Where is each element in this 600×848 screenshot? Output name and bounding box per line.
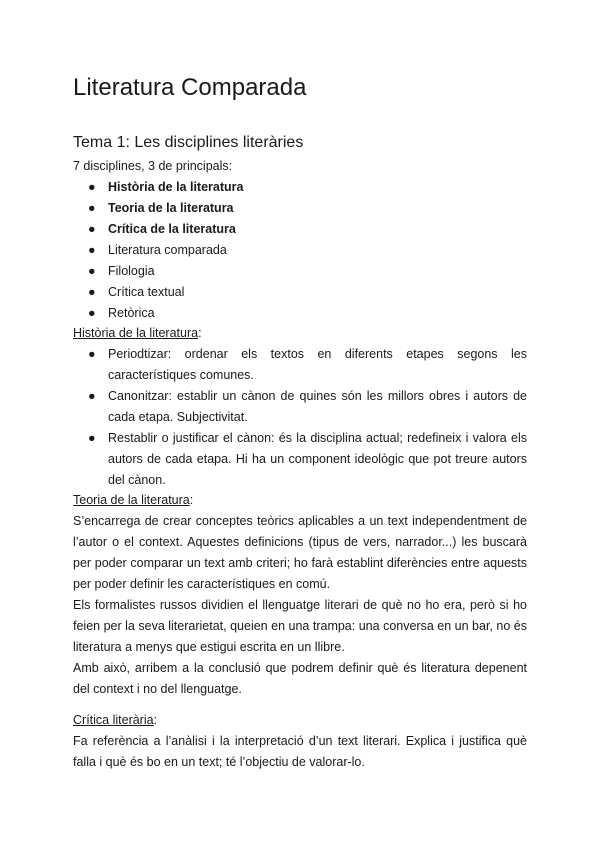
discipline-label: Teoria de la literatura [108, 201, 234, 215]
list-item [73, 261, 527, 282]
bullet-icon: ● [88, 306, 96, 320]
intro-text: 7 disciplines, 3 de principals: [73, 159, 233, 173]
list-item [73, 219, 527, 240]
historia-item-text: Restablir o justificar el cànon: és la disciplina actual; redefineix i valora els autors de cada etapa. Hi ha un component ideològic que pot treure autors del cànon. [108, 431, 527, 487]
document-title: Literatura Comparada [73, 74, 307, 101]
bullet-icon: ● [88, 243, 96, 257]
teoria-paragraph-2: Els formalistes russos dividien el llenguatge literari de què no ho era, però si ho feien per la seva literarietat, queien en una trampa: una conversa en un bar, no és literatura a menys que estigui escrita en un llibre. [73, 598, 527, 654]
bullet-icon: ● [88, 347, 96, 361]
critica-paragraph-1: Fa referència a l’anàlisi i la interpretació d’un text literari. Explica i justifica què falla i què és bo en un text; té l’objectiu de valorar-lo. [73, 734, 527, 769]
bullet-icon: ● [88, 285, 96, 299]
disciplines-list [73, 177, 527, 324]
discipline-label: Literatura comparada [108, 243, 227, 257]
teoria-heading: Teoria de la literatura: [73, 493, 194, 507]
list-item [73, 303, 527, 324]
discipline-label: Crítica de la literatura [108, 222, 236, 236]
bullet-icon: ● [88, 222, 96, 236]
discipline-label: Retòrica [108, 306, 155, 320]
bullet-icon: ● [88, 264, 96, 278]
topic-heading: Tema 1: Les disciplines literàries [73, 134, 304, 151]
historia-heading: Història de la literatura: [73, 326, 202, 340]
discipline-label: Crítica textual [108, 285, 185, 299]
list-item [73, 198, 527, 219]
bullet-icon: ● [88, 180, 96, 194]
discipline-label: Història de la literatura [108, 180, 244, 194]
list-item [73, 282, 527, 303]
list-item [73, 240, 527, 261]
bullet-icon: ● [88, 431, 96, 445]
historia-item-text: Periodtizar: ordenar els textos en diferents etapes segons les característiques comunes. [108, 347, 527, 382]
bullet-icon: ● [88, 389, 96, 403]
list-item [73, 386, 527, 428]
list-item [73, 177, 527, 198]
historia-item-text: Canonitzar: establir un cànon de quines són les millors obres i autors de cada etapa. Subjectivitat. [108, 389, 527, 424]
teoria-paragraph-3: Amb això, arribem a la conclusió que podrem definir què és literatura depenent del context i no del llenguatge. [73, 661, 527, 696]
list-item [73, 344, 527, 386]
discipline-label: Filologia [108, 264, 155, 278]
teoria-paragraph-1: S’encarrega de crear conceptes teòrics aplicables a un text independentment de l’autor o el context. Aquestes definicions (tipus de vers, narrador...) les buscarà per poder comparar un text amb criteri; ho farà establint diferències entre aquests per poder definir les característiques en comú. [73, 514, 527, 591]
historia-list [73, 344, 527, 491]
critica-heading: Crítica literària: [73, 713, 158, 727]
bullet-icon: ● [88, 201, 96, 215]
list-item [73, 428, 527, 491]
